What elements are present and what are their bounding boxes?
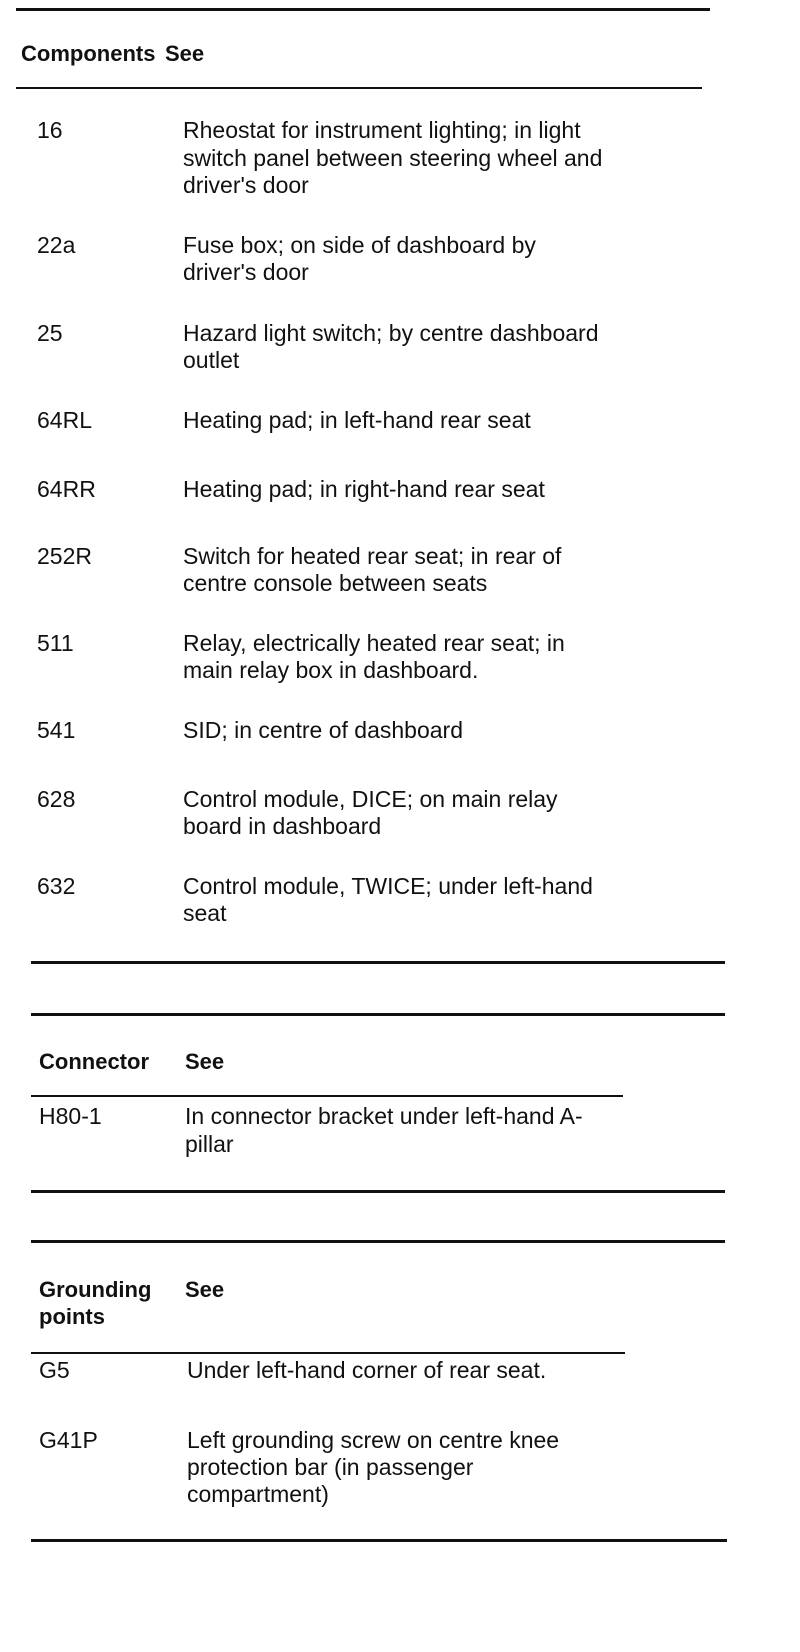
grounding-top-rule	[31, 1240, 725, 1243]
grounding-header-col1-line: points	[39, 1304, 105, 1329]
grounding-code: G41P	[39, 1427, 98, 1453]
components-header-col2: See	[165, 41, 205, 66]
connector-header-col2: See	[185, 1049, 225, 1074]
component-desc-line: board in dashboard	[183, 813, 382, 839]
component-desc-line: outlet	[183, 347, 240, 373]
components-bottom-rule	[31, 961, 725, 964]
component-desc-line: Rheostat for instrument lighting; in light	[183, 117, 581, 143]
component-desc-line: seat	[183, 900, 227, 926]
components-header-col1: Components	[21, 41, 156, 66]
component-desc-line: Hazard light switch; by centre dashboard	[183, 320, 599, 346]
component-code: 632	[37, 873, 76, 899]
component-desc-line: Control module, DICE; on main relay	[183, 786, 558, 812]
connector-code: H80-1	[39, 1103, 102, 1129]
grounding-header-col1-line: Grounding	[39, 1277, 152, 1302]
component-desc-line: driver's door	[183, 172, 309, 198]
component-desc-line: main relay box in dashboard.	[183, 657, 479, 683]
grounding-bottom-rule	[31, 1539, 727, 1542]
component-desc-line: Control module, TWICE; under left-hand	[183, 873, 593, 899]
component-desc-line: switch panel between steering wheel and	[183, 145, 603, 171]
component-code: 511	[37, 630, 74, 656]
connector-desc-line: pillar	[185, 1131, 234, 1157]
component-code: 64RR	[37, 476, 96, 502]
component-desc-line: driver's door	[183, 259, 309, 285]
grounding-desc-line: compartment)	[187, 1481, 329, 1507]
grounding-desc-line: Left grounding screw on centre knee	[187, 1427, 560, 1453]
component-code: 541	[37, 717, 76, 743]
grounding-header-rule	[31, 1352, 625, 1354]
connector-header-col1: Connector	[39, 1049, 149, 1074]
connector-bottom-rule	[31, 1190, 725, 1193]
components-header-rule	[16, 87, 702, 89]
component-code: 64RL	[37, 407, 92, 433]
connector-top-rule	[31, 1013, 725, 1016]
component-desc-line: Relay, electrically heated rear seat; in	[183, 630, 565, 656]
grounding-desc-line: protection bar (in passenger	[187, 1454, 474, 1480]
component-desc-line: SID; in centre of dashboard	[183, 717, 463, 743]
component-desc-line: Switch for heated rear seat; in rear of	[183, 543, 562, 569]
component-code: 628	[37, 786, 76, 812]
component-desc-line: centre console between seats	[183, 570, 488, 596]
component-code: 22a	[37, 232, 76, 258]
connector-header-rule	[31, 1095, 623, 1097]
component-code: 16	[37, 117, 63, 143]
components-top-rule	[16, 8, 710, 11]
grounding-desc-line: Under left-hand corner of rear seat.	[187, 1357, 547, 1383]
component-code: 252R	[37, 543, 92, 569]
component-desc-line: Heating pad; in right-hand rear seat	[183, 476, 545, 502]
component-code: 25	[37, 320, 63, 346]
grounding-code: G5	[39, 1357, 70, 1383]
component-desc-line: Fuse box; on side of dashboard by	[183, 232, 536, 258]
grounding-header-col2: See	[185, 1277, 225, 1302]
component-desc-line: Heating pad; in left-hand rear seat	[183, 407, 531, 433]
connector-desc-line: In connector bracket under left-hand A-	[185, 1103, 583, 1129]
